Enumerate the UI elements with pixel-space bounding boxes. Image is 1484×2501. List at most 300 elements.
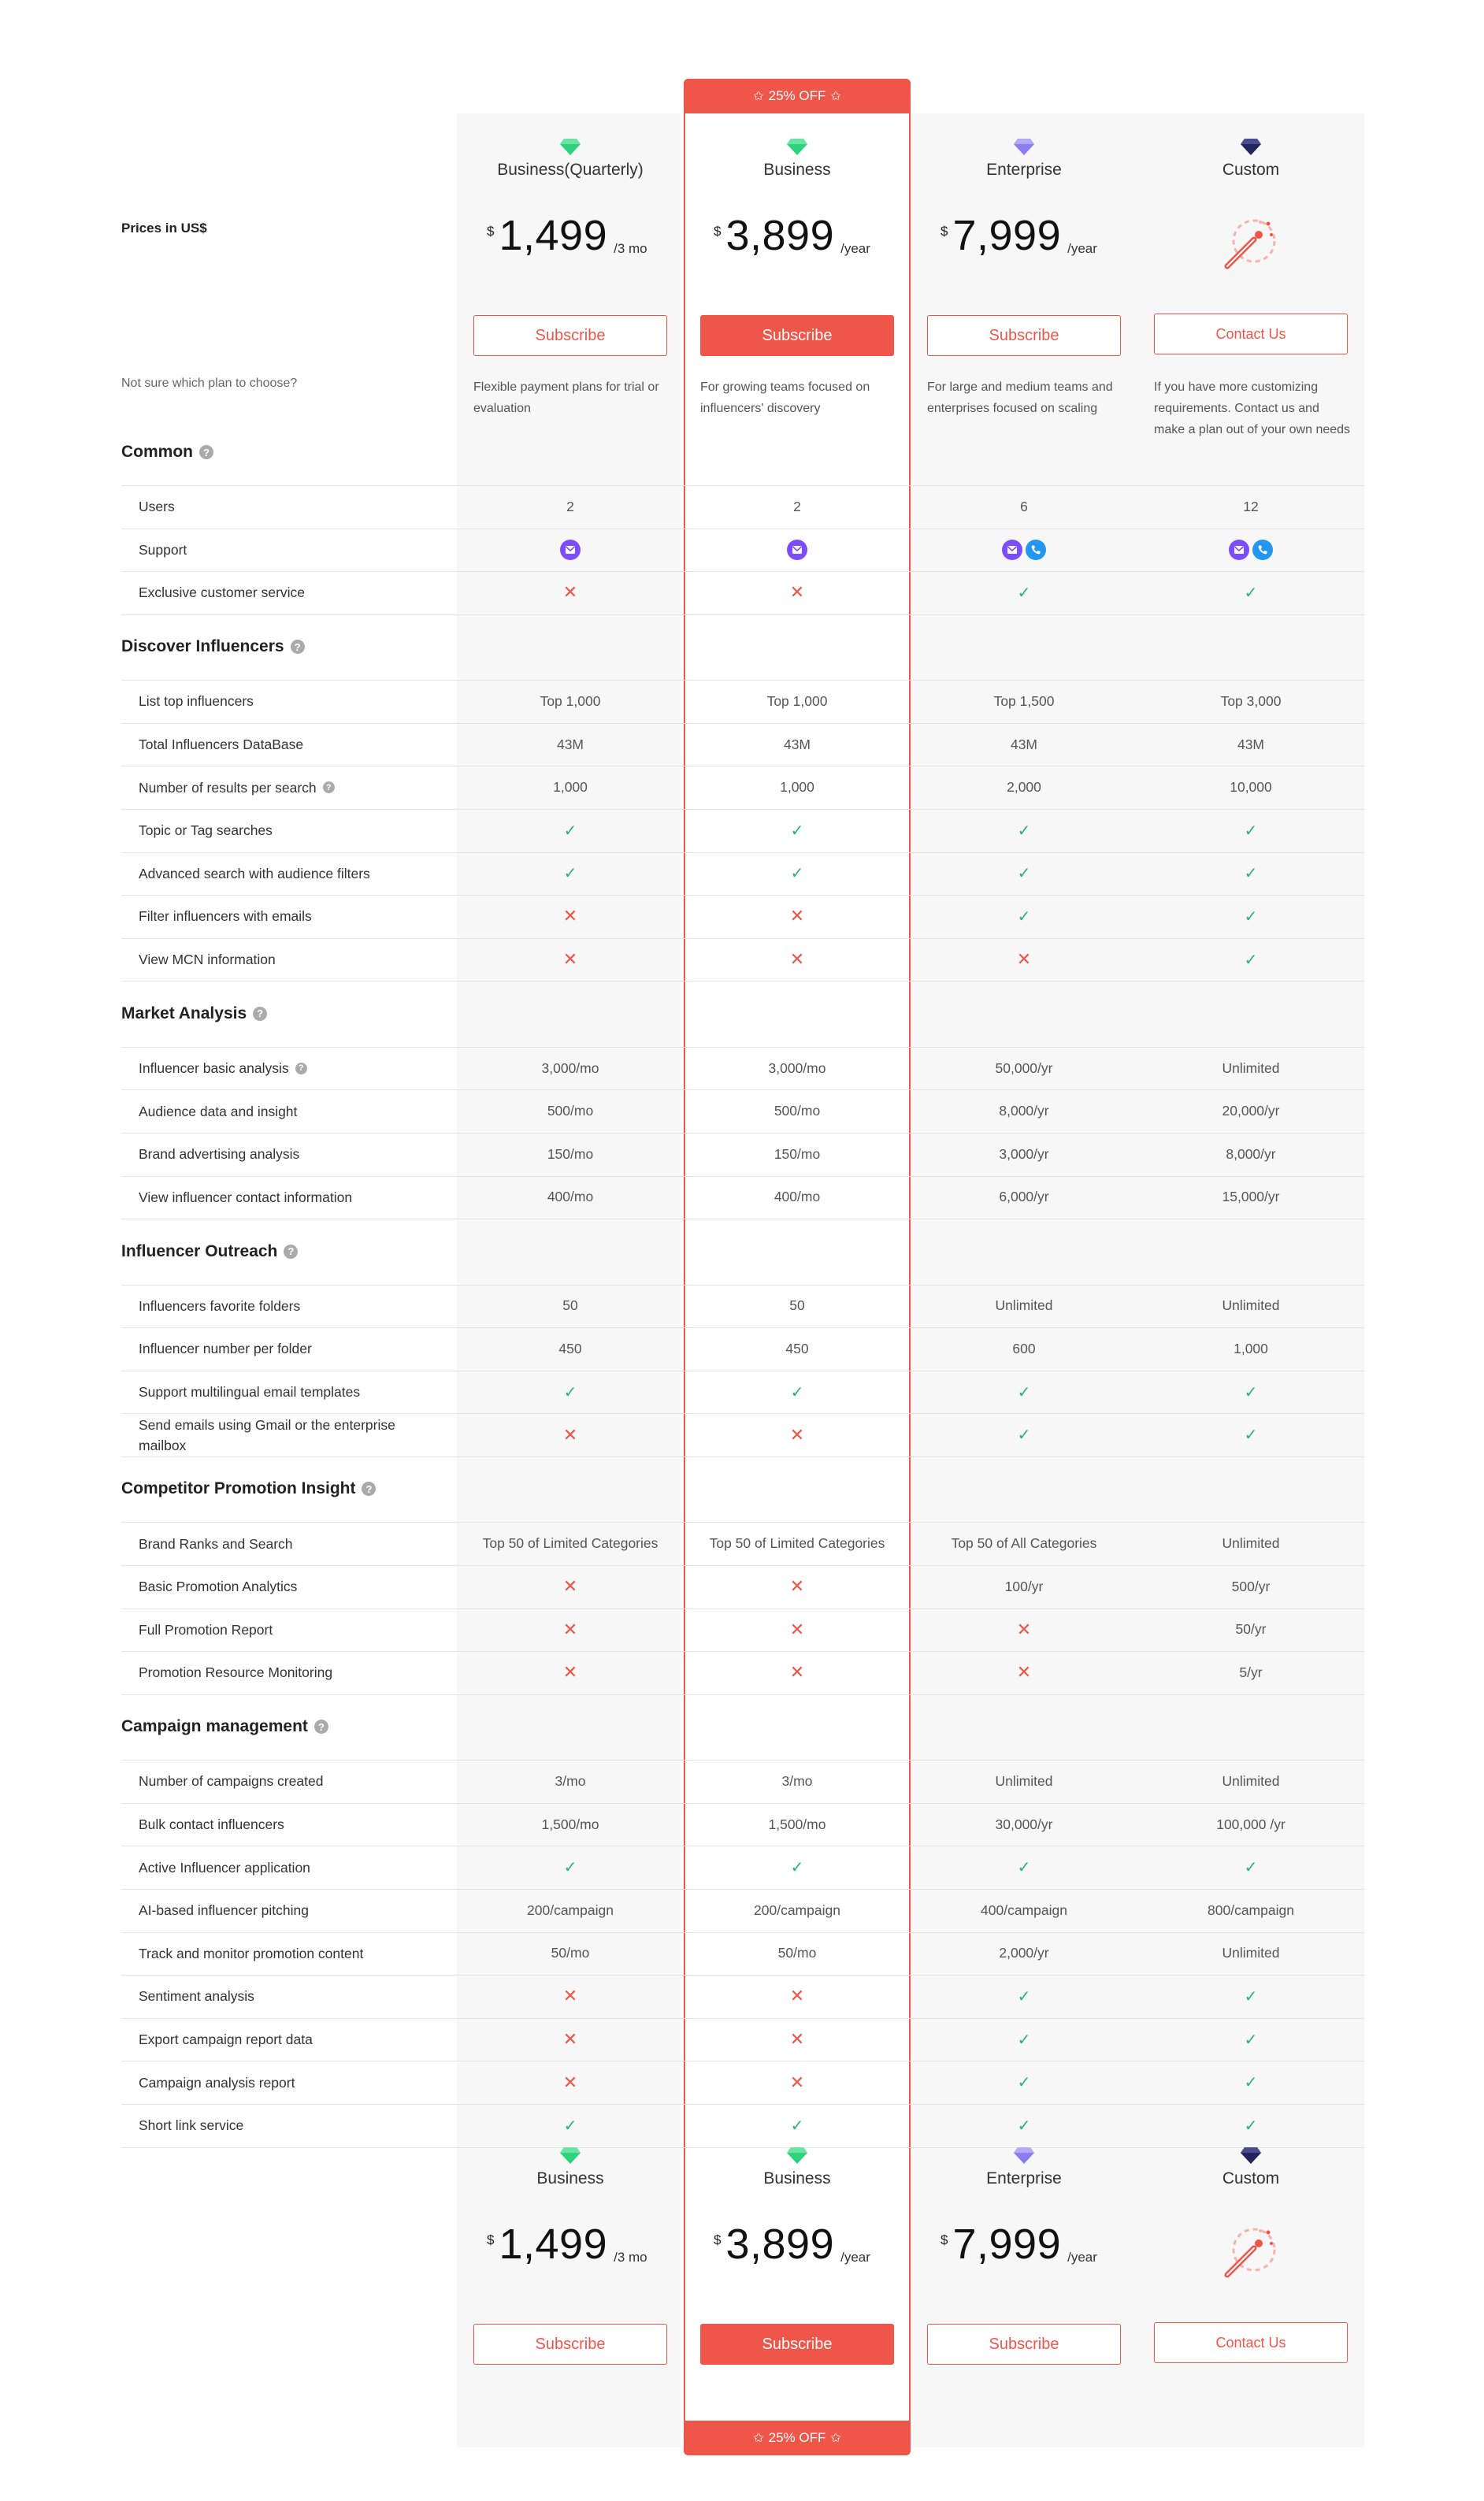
check-icon: ✓ (1017, 2117, 1031, 2135)
feature-value (1137, 1176, 1364, 1219)
help-icon[interactable]: ? (284, 1245, 298, 1259)
feature-label-text: View influencer contact information (139, 1189, 353, 1205)
check-icon: ✓ (1244, 1383, 1258, 1401)
feature-label (139, 1846, 438, 1889)
navy-diamond-icon (1240, 137, 1262, 156)
feature-value (457, 1413, 684, 1456)
check-icon: ✓ (1017, 1859, 1031, 1877)
feature-label (139, 766, 438, 809)
plan-name: Enterprise (986, 2169, 1062, 2187)
feature-value (684, 2104, 911, 2147)
feature-value (457, 1760, 684, 1803)
section-title (121, 637, 305, 656)
feature-value (1137, 1760, 1364, 1803)
price-amount: 1,499 (499, 212, 608, 259)
feature-value-text: 400/campaign (981, 1902, 1067, 1918)
feature-value-text: 2 (566, 498, 574, 514)
feature-value (684, 571, 911, 614)
feature-value (457, 1176, 684, 1219)
price-currency: $ (487, 224, 495, 239)
check-icon: ✓ (1244, 1987, 1258, 2006)
feature-value (684, 723, 911, 766)
green-diamond-icon (559, 2146, 581, 2165)
feature-label (139, 1285, 438, 1328)
plan-footer-enterprise (911, 2146, 1137, 2188)
feature-value (911, 1089, 1137, 1133)
feature-label (139, 1413, 438, 1456)
check-icon: ✓ (1244, 1427, 1258, 1445)
feature-value (1137, 1285, 1364, 1328)
feature-label (139, 1133, 438, 1176)
check-icon: ✓ (1017, 584, 1031, 602)
feature-value-text: Unlimited (1222, 1297, 1280, 1314)
feature-value (1137, 2018, 1364, 2061)
feature-label (139, 1371, 438, 1414)
feature-value-text: 5/yr (1239, 1664, 1263, 1680)
plan-name: Custom (1222, 161, 1280, 179)
feature-value (684, 1889, 911, 1932)
feature-value-text: 600 (1012, 1340, 1036, 1356)
feature-value (684, 2018, 911, 2061)
feature-value-text: Top 50 of All Categories (951, 1535, 1097, 1552)
feature-value-text: 200/campaign (754, 1902, 840, 1918)
feature-value (684, 1413, 911, 1456)
feature-value (911, 1975, 1137, 2018)
cross-icon: ✕ (789, 1619, 805, 1639)
feature-value (684, 938, 911, 981)
feature-label (139, 1047, 438, 1090)
feature-label-text: Influencer basic analysis (139, 1060, 289, 1077)
section-title-text: Campaign management (121, 1717, 308, 1736)
help-icon[interactable]: ? (291, 640, 305, 654)
discount-badge-top (684, 79, 911, 113)
price-amount: 1,499 (499, 2221, 608, 2268)
feature-value (1137, 1089, 1364, 1133)
feature-value (1137, 895, 1364, 938)
feature-value (1137, 529, 1364, 572)
feature-value (1137, 1803, 1364, 1846)
navy-diamond-icon (1240, 2146, 1262, 2165)
price-amount: 3,899 (725, 2221, 835, 2268)
feature-value-text: 1,000 (1234, 1340, 1268, 1356)
feature-value-text: 43M (556, 736, 584, 752)
feature-value (684, 1522, 911, 1565)
feature-value-text: 20,000/yr (1222, 1103, 1280, 1119)
check-icon: ✓ (1017, 865, 1031, 883)
feature-label (139, 895, 438, 938)
feature-value-text: Unlimited (1222, 1059, 1280, 1076)
section-title-text: Competitor Promotion Insight (121, 1479, 356, 1498)
feature-value (684, 1846, 911, 1889)
feature-value (684, 1176, 911, 1219)
plan-name: Business (763, 161, 831, 179)
feature-label (139, 723, 438, 766)
help-icon[interactable]: ? (362, 1482, 376, 1496)
cross-icon: ✕ (562, 1424, 578, 1445)
discount-badge-label: 25% OFF (768, 2430, 826, 2445)
check-icon: ✓ (563, 865, 577, 883)
purple-diamond-icon (1013, 2146, 1035, 2165)
price-currency: $ (940, 224, 948, 239)
feature-value (684, 1285, 911, 1328)
help-icon[interactable]: ? (295, 1063, 307, 1074)
check-icon: ✓ (1244, 2074, 1258, 2092)
row-divider (121, 1694, 1364, 1695)
feature-value-text: Unlimited (1222, 1945, 1280, 1961)
feature-value (1137, 809, 1364, 852)
email-support-icon (787, 540, 807, 560)
feature-value-text: 3,000/mo (768, 1059, 826, 1076)
feature-value (684, 895, 911, 938)
feature-value (1137, 766, 1364, 809)
feature-value (1137, 1609, 1364, 1652)
feature-value-text: 15,000/yr (1222, 1189, 1280, 1205)
feature-value (684, 1932, 911, 1976)
subscribe-button-business[interactable]: Subscribe (700, 315, 894, 356)
feature-label (139, 2061, 438, 2104)
feature-value (684, 1089, 911, 1133)
feature-value (911, 2018, 1137, 2061)
subscribe-button-business-quarterly-footer[interactable]: Subscribe (473, 2324, 667, 2365)
feature-value (684, 1651, 911, 1694)
feature-label (139, 852, 438, 896)
check-icon: ✓ (1244, 584, 1258, 602)
feature-value (1137, 1565, 1364, 1609)
feature-value-text: 500/yr (1231, 1578, 1271, 1594)
feature-value-text: 3/mo (781, 1772, 813, 1789)
feature-value-text: 50/mo (551, 1945, 590, 1961)
contact-us-button[interactable]: Contact Us (1154, 314, 1348, 354)
feature-value (911, 1889, 1137, 1932)
subscribe-button-business-quarterly[interactable]: Subscribe (473, 315, 667, 356)
check-icon: ✓ (1244, 822, 1258, 840)
cross-icon: ✕ (789, 1986, 805, 2006)
feature-value (1137, 1522, 1364, 1565)
feature-value-text: 3,000/mo (541, 1059, 599, 1076)
feature-value (911, 529, 1137, 572)
help-icon[interactable]: ? (253, 1007, 267, 1021)
feature-value (911, 680, 1137, 723)
cross-icon: ✕ (562, 1986, 578, 2006)
feature-label (139, 1889, 438, 1932)
feature-value (1137, 1651, 1364, 1694)
feature-label-text: List top influencers (139, 693, 254, 710)
feature-value-text: 8,000/yr (999, 1103, 1049, 1119)
plan-help-text: Not sure which plan to choose? (121, 377, 298, 390)
feature-value (1137, 485, 1364, 529)
green-diamond-icon (786, 2146, 808, 2165)
plan-footer-custom (1137, 2146, 1364, 2188)
cross-icon: ✕ (1016, 949, 1032, 970)
feature-value-text: 2,000 (1007, 779, 1041, 796)
section-title (121, 1479, 376, 1498)
feature-value-text: 2,000/yr (999, 1945, 1049, 1961)
feature-value-text: 100,000 /yr (1216, 1816, 1286, 1832)
cross-icon: ✕ (789, 2029, 805, 2050)
magic-wand-icon (1219, 2220, 1282, 2283)
feature-value-text: 500/mo (774, 1103, 821, 1119)
help-icon[interactable]: ? (323, 781, 335, 793)
feature-label (139, 1176, 438, 1219)
check-icon: ✓ (790, 822, 804, 840)
feature-label-text: Send emails using Gmail or the enterprise mailbox (139, 1416, 395, 1453)
plan-header-custom (1137, 137, 1364, 180)
cross-icon: ✕ (789, 2072, 805, 2092)
plan-name: Enterprise (986, 161, 1062, 179)
check-icon: ✓ (1017, 1427, 1031, 1445)
feature-value (911, 1651, 1137, 1694)
check-icon: ✓ (563, 1859, 577, 1877)
plan-header-business-quarterly (457, 137, 684, 180)
feature-label (139, 2018, 438, 2061)
feature-value (911, 1285, 1137, 1328)
price-business-footer (714, 2221, 870, 2268)
discount-badge-label: 25% OFF (768, 88, 826, 103)
feature-label-text: Total Influencers DataBase (139, 737, 304, 753)
cross-icon: ✕ (562, 1619, 578, 1639)
feature-value (911, 1932, 1137, 1976)
feature-label-text: Promotion Resource Monitoring (139, 1664, 333, 1681)
feature-value (911, 1047, 1137, 1090)
feature-value (911, 1846, 1137, 1889)
feature-value-text: 50/yr (1235, 1621, 1267, 1638)
feature-value-text: Unlimited (1222, 1772, 1280, 1789)
cross-icon: ✕ (562, 1576, 578, 1597)
star-icon: ✩ (753, 2432, 764, 2445)
price-business-quarterly-footer (487, 2221, 647, 2268)
feature-value (457, 809, 684, 852)
section-title-text: Market Analysis (121, 1004, 247, 1022)
phone-support-icon (1026, 540, 1046, 560)
check-icon: ✓ (790, 1383, 804, 1401)
feature-value (684, 1565, 911, 1609)
feature-label-text: Bulk contact influencers (139, 1816, 284, 1833)
feature-value (457, 1889, 684, 1932)
feature-value (911, 1327, 1137, 1371)
feature-label-text: AI-based influencer pitching (139, 1902, 309, 1919)
feature-value (457, 1133, 684, 1176)
check-icon: ✓ (1017, 1987, 1031, 2006)
feature-value (457, 1371, 684, 1414)
green-diamond-icon (559, 137, 581, 156)
feature-value (1137, 571, 1364, 614)
feature-value (911, 1176, 1137, 1219)
row-divider (121, 614, 1364, 615)
section-title (121, 1004, 267, 1023)
feature-value (1137, 1413, 1364, 1456)
feature-value (1137, 1047, 1364, 1090)
cross-icon: ✕ (562, 2029, 578, 2050)
feature-label-text: Filter influencers with emails (139, 908, 312, 925)
price-enterprise (940, 214, 1097, 257)
feature-value (911, 1413, 1137, 1456)
green-diamond-icon (786, 137, 808, 156)
feature-value-text: 1,000 (780, 779, 814, 796)
feature-value (457, 2018, 684, 2061)
feature-value-text: 3,000/yr (999, 1145, 1049, 1162)
feature-label-text: Users (139, 499, 175, 515)
feature-value (911, 1522, 1137, 1565)
feature-value (911, 938, 1137, 981)
feature-value (457, 723, 684, 766)
feature-value (1137, 852, 1364, 896)
feature-label-text: Support multilingual email templates (139, 1384, 361, 1401)
feature-value (1137, 1975, 1364, 2018)
feature-value-text: Top 1,000 (766, 692, 828, 709)
feature-value (684, 1803, 911, 1846)
subscribe-button-business-footer[interactable]: Subscribe (700, 2324, 894, 2365)
row-divider (121, 1456, 1364, 1457)
feature-value (911, 766, 1137, 809)
feature-value (911, 895, 1137, 938)
feature-label (139, 571, 438, 614)
price-currency: $ (940, 2232, 948, 2247)
feature-label (139, 1565, 438, 1609)
feature-label (139, 1803, 438, 1846)
price-business-quarterly (487, 214, 647, 257)
feature-value (457, 1565, 684, 1609)
cross-icon: ✕ (562, 582, 578, 603)
star-icon: ✩ (753, 90, 764, 103)
feature-value-text: 1,500/mo (541, 1816, 599, 1832)
feature-value (457, 529, 684, 572)
feature-label-text: Support (139, 541, 187, 558)
contact-us-button-footer[interactable]: Contact Us (1154, 2322, 1348, 2363)
feature-value-text: Top 50 of Limited Categories (709, 1535, 885, 1552)
feature-value (457, 1932, 684, 1976)
feature-value-text: 50 (562, 1297, 578, 1314)
check-icon: ✓ (1017, 2031, 1031, 2049)
plan-name: Business (536, 2169, 604, 2187)
price-period: /year (840, 2250, 870, 2265)
feature-value (684, 852, 911, 896)
feature-label-text: Topic or Tag searches (139, 822, 273, 839)
feature-value-text: 150/mo (774, 1145, 821, 1162)
plan-description: For large and medium teams and enterprises focused on scaling (927, 380, 1113, 415)
cross-icon: ✕ (562, 949, 578, 970)
feature-label (139, 938, 438, 981)
plan-footer-business (684, 2146, 911, 2188)
feature-value-text: Top 1,500 (993, 692, 1055, 709)
feature-value-text: 6,000/yr (999, 1189, 1049, 1205)
subscribe-button-enterprise[interactable]: Subscribe (927, 315, 1121, 356)
feature-value-text: 50,000/yr (995, 1059, 1053, 1076)
feature-label (139, 1327, 438, 1371)
feature-value (911, 1609, 1137, 1652)
feature-label-text: Full Promotion Report (139, 1621, 273, 1638)
feature-value-text: 12 (1243, 498, 1259, 514)
price-period: /year (1067, 241, 1097, 256)
check-icon: ✓ (1244, 1859, 1258, 1877)
price-currency: $ (487, 2232, 495, 2247)
feature-value-text: Top 1,000 (540, 692, 601, 709)
plan-name: Business (763, 2169, 831, 2187)
feature-label-text: Track and monitor promotion content (139, 1945, 364, 1961)
feature-value-text: 400/mo (774, 1189, 821, 1205)
help-icon[interactable]: ? (314, 1720, 328, 1734)
plan-description: Flexible payment plans for trial or evaluation (473, 380, 659, 415)
check-icon: ✓ (1244, 2117, 1258, 2135)
feature-label-text: Sentiment analysis (139, 1988, 254, 2005)
feature-value (911, 1803, 1137, 1846)
feature-value-text: Unlimited (995, 1772, 1053, 1789)
feature-value (684, 529, 911, 572)
feature-value (1137, 2104, 1364, 2147)
check-icon: ✓ (1017, 907, 1031, 926)
feature-label-text: Short link service (139, 2117, 244, 2134)
feature-value (457, 485, 684, 529)
check-icon: ✓ (1244, 865, 1258, 883)
feature-value (1137, 1327, 1364, 1371)
feature-value (911, 571, 1137, 614)
feature-label (139, 1975, 438, 2018)
feature-label-text: Export campaign report data (139, 2032, 313, 2048)
feature-label (139, 1760, 438, 1803)
feature-value (1137, 723, 1364, 766)
feature-value (457, 1651, 684, 1694)
email-support-icon (560, 540, 581, 560)
feature-value (911, 1565, 1137, 1609)
feature-value-text: Top 3,000 (1220, 692, 1282, 709)
feature-value (684, 1975, 911, 2018)
plan-description: For growing teams focused on influencers' discovery (700, 380, 870, 415)
feature-label-text: Exclusive customer service (139, 584, 306, 601)
feature-label (139, 809, 438, 852)
feature-label-text: View MCN information (139, 952, 276, 968)
feature-value (684, 1133, 911, 1176)
check-icon: ✓ (790, 1859, 804, 1877)
feature-label-text: Number of campaigns created (139, 1773, 324, 1790)
section-title (121, 443, 213, 462)
cross-icon: ✕ (789, 949, 805, 970)
cross-icon: ✕ (1016, 1662, 1032, 1683)
feature-value (1137, 680, 1364, 723)
cross-icon: ✕ (789, 1424, 805, 1445)
feature-value (457, 1522, 684, 1565)
feature-value (457, 571, 684, 614)
feature-value (457, 1846, 684, 1889)
check-icon: ✓ (1017, 2074, 1031, 2092)
feature-value (457, 766, 684, 809)
feature-label (139, 2104, 438, 2147)
feature-value-text: 43M (783, 736, 811, 752)
magic-wand-icon (1219, 211, 1282, 274)
feature-value (1137, 1889, 1364, 1932)
feature-label (139, 1651, 438, 1694)
feature-label-text: Campaign analysis report (139, 2074, 295, 2091)
check-icon: ✓ (563, 1383, 577, 1401)
feature-value-text: 200/campaign (527, 1902, 614, 1918)
check-icon: ✓ (1017, 1383, 1031, 1401)
star-icon: ✩ (830, 2432, 841, 2445)
plan-description: If you have more customizing requirements. Contact us and make a plan out of your own needs (1154, 380, 1351, 436)
help-icon[interactable]: ? (199, 445, 213, 459)
feature-value (684, 809, 911, 852)
feature-value-text: 100/yr (1004, 1578, 1044, 1594)
subscribe-button-enterprise-footer[interactable]: Subscribe (927, 2324, 1121, 2365)
cross-icon: ✕ (789, 1662, 805, 1683)
feature-value (684, 2061, 911, 2104)
feature-value (684, 1047, 911, 1090)
feature-value-text: 500/mo (547, 1103, 594, 1119)
feature-value-text: Top 50 of Limited Categories (482, 1535, 659, 1552)
plan-name: Custom (1222, 2169, 1280, 2187)
cross-icon: ✕ (562, 2072, 578, 2092)
cross-icon: ✕ (562, 1662, 578, 1683)
feature-value-text: 8,000/yr (1226, 1145, 1276, 1162)
feature-value (911, 809, 1137, 852)
feature-label (139, 1522, 438, 1565)
